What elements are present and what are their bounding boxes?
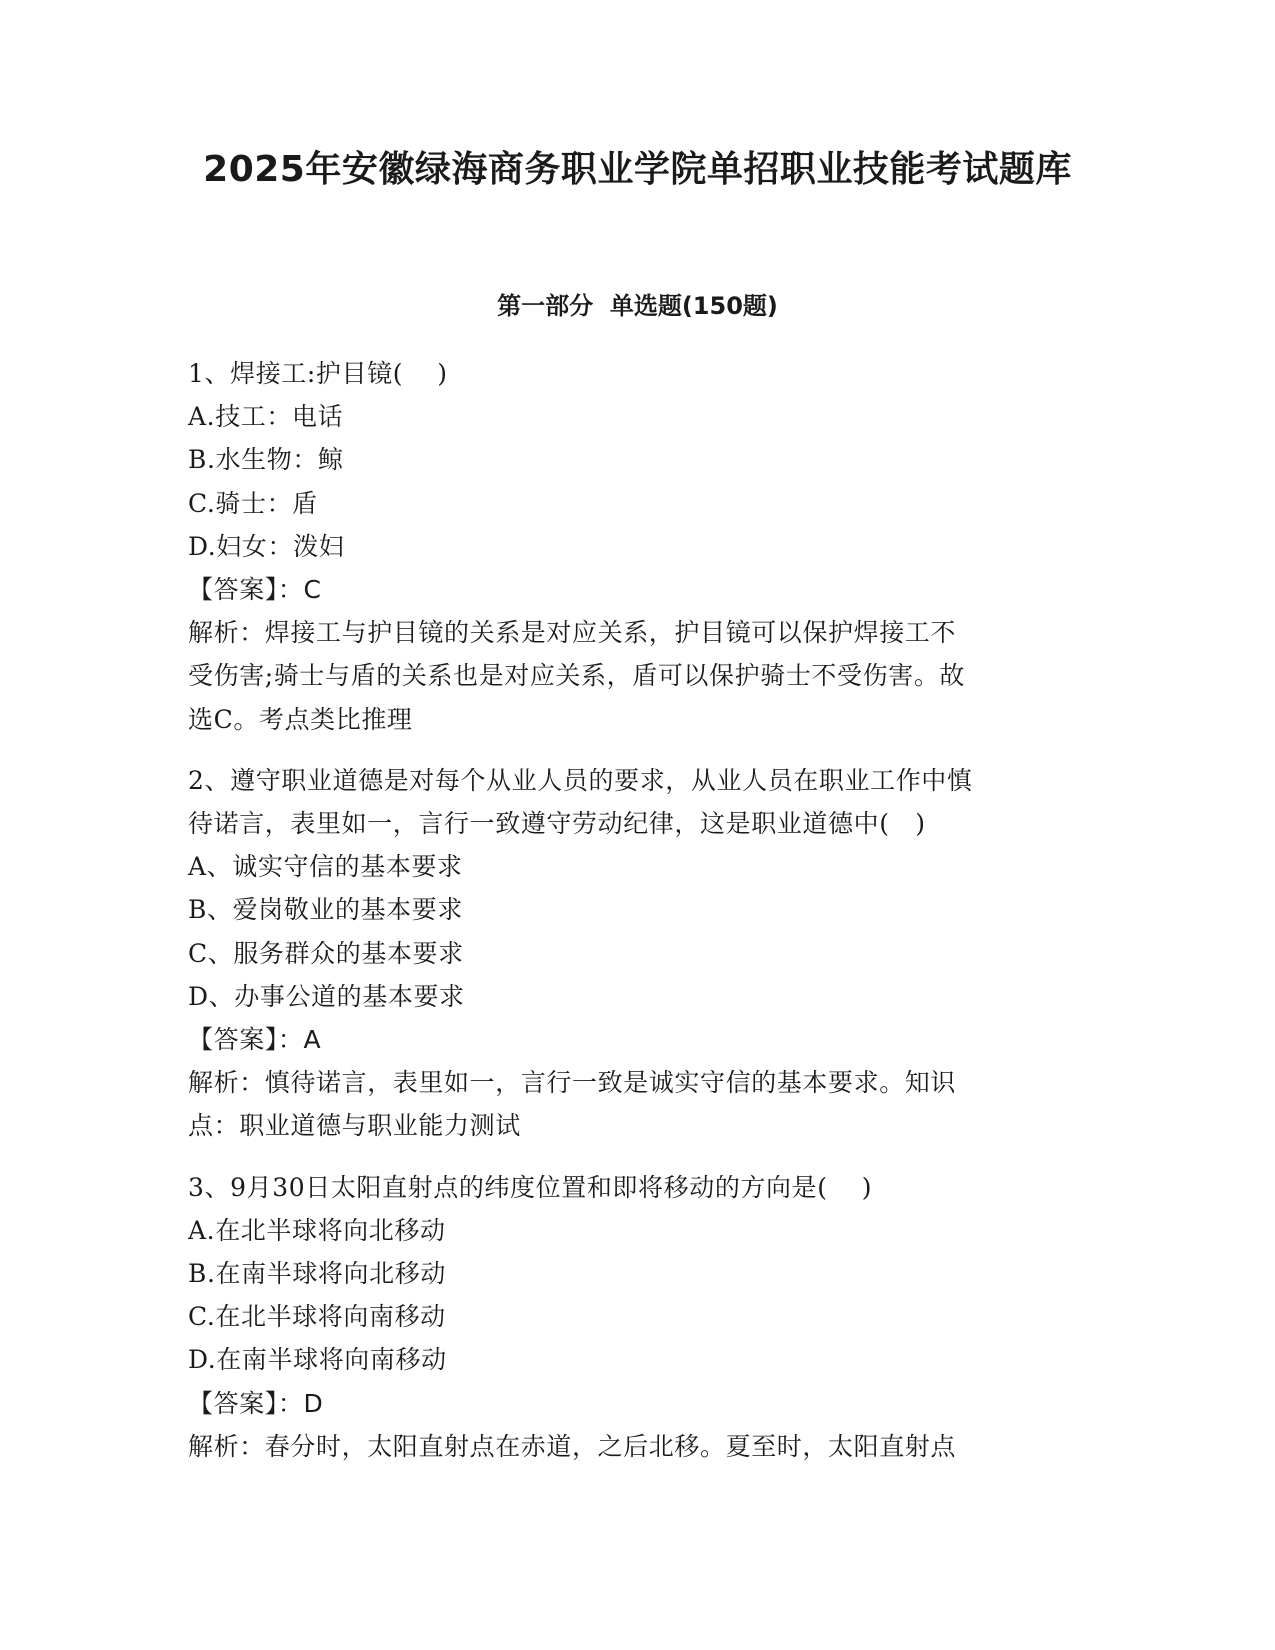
question-stem: 待诺言，表里如一，言行一致遵守劳动纪律，这是职业道德中( ) (188, 809, 926, 839)
explanation-line: 受伤害;骑士与盾的关系也是对应关系，盾可以保护骑士不受伤害。故 (188, 661, 966, 691)
question-stem: 3、9月30日太阳直射点的纬度位置和即将移动的方向是( ) (188, 1172, 873, 1202)
option-c: C、服务群众的基本要求 (188, 938, 464, 968)
option-b: B.水生物：鲸 (188, 445, 344, 475)
explanation-line: 解析：慎待诺言，表里如一，言行一致是诚实守信的基本要求。知识 (188, 1068, 957, 1098)
section-title: 第一部分 单选题(150题) (497, 292, 778, 320)
option-d: D.在南半球将向南移动 (188, 1345, 447, 1375)
document-title: 2025年安徽绿海商务职业学院单招职业技能考试题库 (203, 149, 1072, 190)
option-d: D、办事公道的基本要求 (188, 981, 465, 1011)
explanation-line: 选C。考点类比推理 (188, 704, 413, 734)
question-stem: 2、遵守职业道德是对每个从业人员的要求，从业人员在职业工作中慎 (188, 765, 973, 795)
question-2 (188, 759, 1084, 1148)
answer-line: 【答案】：C (188, 575, 322, 605)
option-c: C.骑士：盾 (188, 488, 318, 518)
answer-line: 【答案】：A (188, 1025, 322, 1055)
option-a: A.在北半球将向北移动 (188, 1215, 446, 1245)
explanation-line: 解析：焊接工与护目镜的关系是对应关系，护目镜可以保护焊接工不 (188, 618, 957, 648)
option-a: A、诚实守信的基本要求 (188, 852, 463, 882)
option-b: B.在南半球将向北移动 (188, 1259, 446, 1289)
answer-line: 【答案】：D (188, 1388, 324, 1418)
question-3 (188, 1166, 1084, 1468)
option-d: D.妇女：泼妇 (188, 531, 345, 561)
question-1 (188, 352, 1084, 741)
explanation-line: 解析：春分时，太阳直射点在赤道，之后北移。夏至时，太阳直射点 (188, 1431, 957, 1461)
question-stem: 1、焊接工:护目镜( ) (188, 359, 448, 388)
explanation-line: 点：职业道德与职业能力测试 (188, 1111, 521, 1141)
option-c: C.在北半球将向南移动 (188, 1302, 446, 1332)
option-b: B、爱岗敬业的基本要求 (188, 895, 463, 925)
question-list (188, 352, 1084, 1486)
option-a: A.技工：电话 (188, 402, 344, 432)
